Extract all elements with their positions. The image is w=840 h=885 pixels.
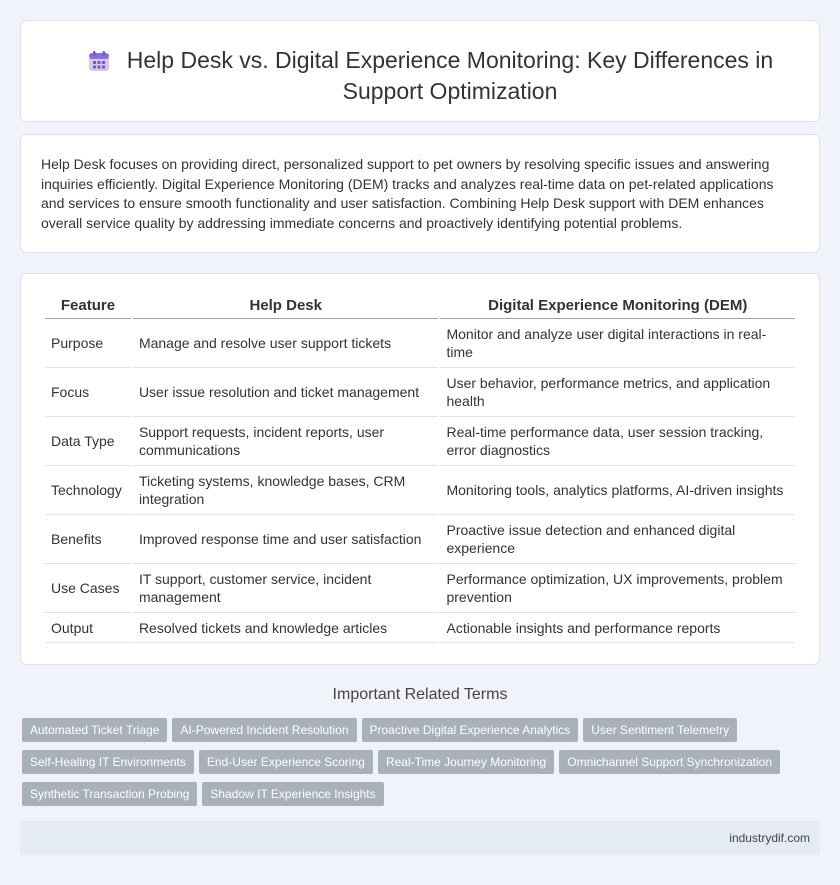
table-row (45, 613, 795, 643)
help-desk-cell: Support requests, incident reports, user communications (133, 417, 439, 466)
intro-paragraph: Help Desk focuses on providing direct, personalized support to pet owners by resolving specific issues and answering inquiries efficiently. Digital Experience Monitoring (DEM) tracks and analyzes real-time data on pet-related applications and services to ensure smooth functionality and user satisfaction. Combining Help Desk support with DEM enhances overall service quality by addressing immediate concerns and proactively identifying potential problems. (41, 156, 774, 231)
help-desk-cell: Improved response time and user satisfaction (133, 515, 439, 564)
feature-cell: Purpose (45, 319, 131, 368)
dem-cell: Proactive issue detection and enhanced digital experience (440, 515, 795, 564)
related-term-tag[interactable]: Proactive Digital Experience Analytics (362, 718, 579, 742)
related-terms-title: Important Related Terms (332, 686, 508, 703)
dem-cell: Performance optimization, UX improvements, problem prevention (440, 564, 795, 613)
header-feature: Feature (45, 295, 131, 319)
help-desk-cell: IT support, customer service, incident management (133, 564, 439, 613)
dem-cell: Monitoring tools, analytics platforms, AI-driven insights (440, 466, 795, 515)
related-term-tag[interactable]: Real-Time Journey Monitoring (378, 750, 554, 774)
table-header-row (45, 295, 795, 319)
table-row (45, 319, 795, 368)
related-term-tag[interactable]: Omnichannel Support Synchronization (559, 750, 780, 774)
feature-cell: Use Cases (45, 564, 131, 613)
related-term-tag[interactable]: Shadow IT Experience Insights (202, 782, 383, 806)
table-row (45, 564, 795, 613)
related-term-tag[interactable]: User Sentiment Telemetry (583, 718, 737, 742)
related-term-tag[interactable]: Self-Healing IT Environments (22, 750, 194, 774)
help-desk-cell: Manage and resolve user support tickets (133, 319, 439, 368)
feature-cell: Output (45, 613, 131, 643)
comparison-table-card (20, 273, 820, 665)
help-desk-cell: User issue resolution and ticket management (133, 368, 439, 417)
related-term-tag[interactable]: AI-Powered Incident Resolution (172, 718, 356, 742)
table-row (45, 417, 795, 466)
feature-cell: Technology (45, 466, 131, 515)
help-desk-cell: Resolved tickets and knowledge articles (133, 613, 439, 643)
dem-cell: Real-time performance data, user session tracking, error diagnostics (440, 417, 795, 466)
header-dem: Digital Experience Monitoring (DEM) (440, 295, 795, 319)
related-term-tag[interactable]: End-User Experience Scoring (199, 750, 373, 774)
feature-cell: Benefits (45, 515, 131, 564)
dem-cell: Monitor and analyze user digital interactions in real-time (440, 319, 795, 368)
table-row (45, 368, 795, 417)
title-card (20, 20, 820, 122)
feature-cell: Focus (45, 368, 131, 417)
footer-site[interactable]: industrydif.com (729, 831, 810, 845)
footer (20, 821, 820, 855)
related-terms-list (22, 718, 822, 814)
dem-cell: Actionable insights and performance reports (440, 613, 795, 643)
intro-card (20, 134, 820, 253)
header-help-desk: Help Desk (133, 295, 439, 319)
help-desk-cell: Ticketing systems, knowledge bases, CRM integration (133, 466, 439, 515)
related-term-tag[interactable]: Automated Ticket Triage (22, 718, 167, 742)
comparison-table (43, 295, 797, 643)
dem-cell: User behavior, performance metrics, and application health (440, 368, 795, 417)
table-row (45, 466, 795, 515)
related-term-tag[interactable]: Synthetic Transaction Probing (22, 782, 197, 806)
feature-cell: Data Type (45, 417, 131, 466)
table-row (45, 515, 795, 564)
page-title: Help Desk vs. Digital Experience Monitoring: Key Differences in Support Optimization (126, 47, 774, 104)
